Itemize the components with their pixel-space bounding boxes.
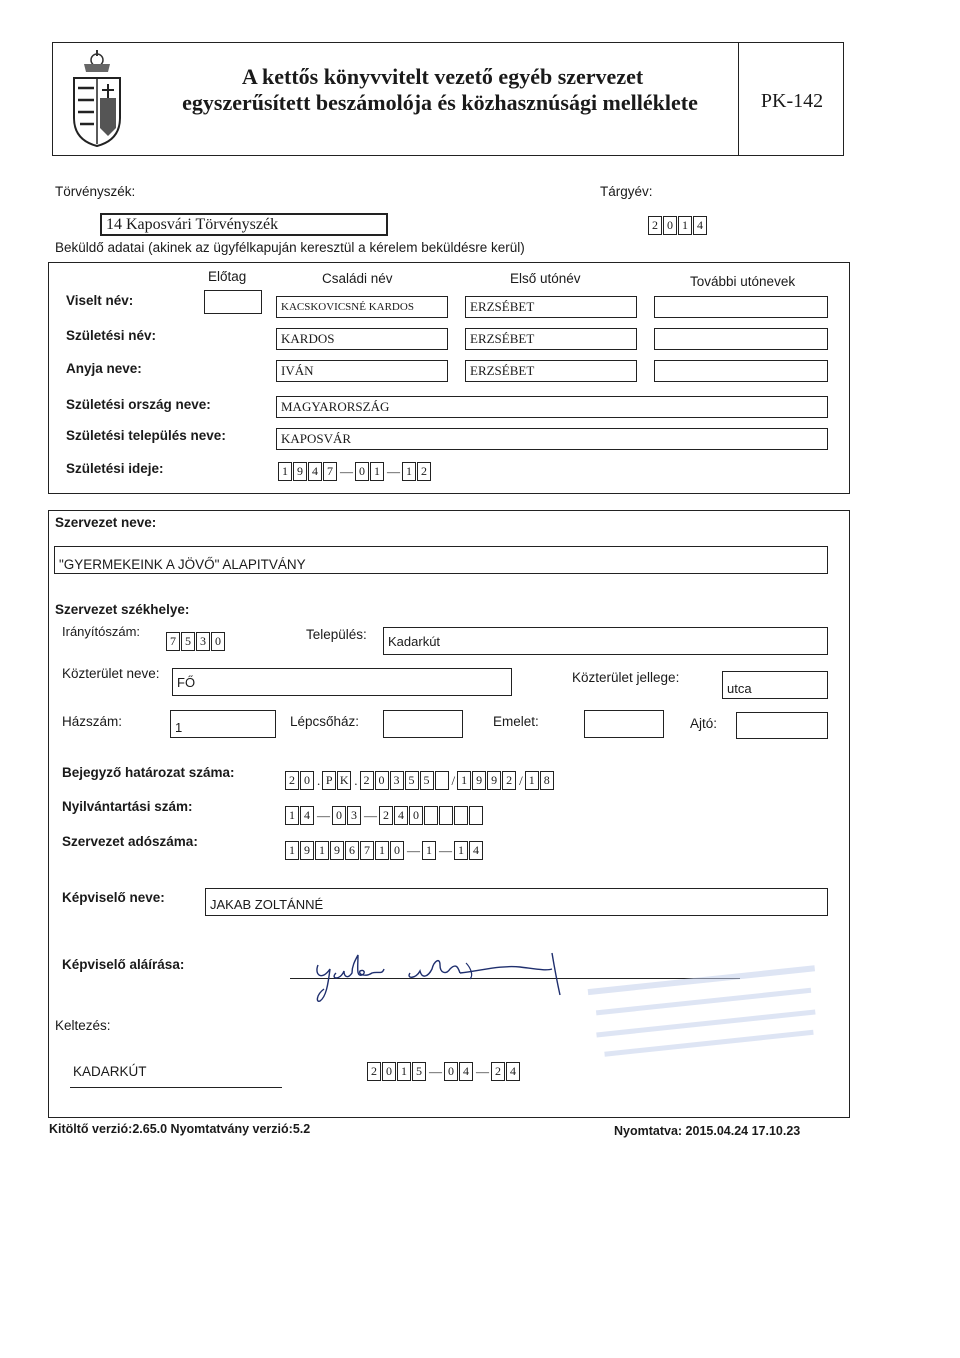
org-seat-label: Szervezet székhelye: xyxy=(55,602,190,617)
form-title-line1: A kettős könyvvitelt vezető egyéb szervezet xyxy=(241,64,644,89)
street-type-label: Közterület jellege: xyxy=(572,670,680,685)
digit-cell: 0 xyxy=(663,216,677,235)
digit-cell: 1 xyxy=(678,216,692,235)
digit-cell: 1 xyxy=(278,462,292,481)
digit-cell: 2 xyxy=(417,462,431,481)
city-label: Település: xyxy=(306,627,367,642)
digit-cell: 0 xyxy=(409,806,423,825)
house-field[interactable]: 1 xyxy=(170,710,276,738)
digit-cell: 2 xyxy=(379,806,393,825)
digit-cell: 2 xyxy=(360,771,374,790)
digit-cell: 1 xyxy=(315,841,329,860)
digit-cell: 7 xyxy=(360,841,374,860)
digit-cell: 2 xyxy=(648,216,662,235)
representative-name-label: Képviselő neve: xyxy=(62,890,165,905)
street-type-field[interactable]: utca xyxy=(722,671,828,699)
slash-separator: / xyxy=(519,772,523,788)
decision-number-label: Bejegyző határozat száma: xyxy=(62,765,235,780)
digit-cell: 9 xyxy=(293,462,307,481)
tax-number-label: Szervezet adószáma: xyxy=(62,834,198,849)
digit-cell: 1 xyxy=(375,841,389,860)
birth-name-label: Születési név: xyxy=(66,328,157,343)
birth-city-label: Születési település neve: xyxy=(66,428,226,443)
form-code: PK-142 xyxy=(760,90,824,112)
date-label: Keltezés: xyxy=(55,1018,111,1033)
organization-stamp xyxy=(585,965,825,1065)
place-value: KADARKÚT xyxy=(73,1064,147,1079)
digit-cell xyxy=(469,806,483,825)
birth-first-field[interactable]: ERZSÉBET xyxy=(465,328,637,350)
handwritten-signature xyxy=(300,945,580,1005)
dash-separator: — xyxy=(364,807,377,823)
birth-family-field[interactable]: KARDOS xyxy=(276,328,448,350)
house-label: Házszám: xyxy=(62,714,123,729)
digit-cell xyxy=(454,806,468,825)
digit-cell: 0 xyxy=(211,632,225,651)
footer-version: Kitöltő verzió:2.65.0 Nyomtatvány verzió:5.2 xyxy=(49,1122,311,1136)
street-field[interactable]: FŐ xyxy=(172,668,512,696)
digit-cell: 0 xyxy=(375,771,389,790)
dot-separator: . xyxy=(354,772,358,788)
mother-name-label: Anyja neve: xyxy=(66,361,142,376)
col-family-header: Családi név xyxy=(322,271,393,286)
floor-field[interactable] xyxy=(584,710,664,738)
digit-cell: 3 xyxy=(347,806,361,825)
birth-city-field[interactable]: KAPOSVÁR xyxy=(276,428,828,450)
registration-number-cells[interactable] xyxy=(285,806,484,825)
stair-field[interactable] xyxy=(383,710,463,738)
digit-cell: 0 xyxy=(390,841,404,860)
birth-more-field[interactable] xyxy=(654,328,828,350)
birth-country-field[interactable]: MAGYARORSZÁG xyxy=(276,396,828,418)
digit-cell: 2 xyxy=(285,771,299,790)
year-cells xyxy=(648,216,708,235)
dot-separator: . xyxy=(317,772,321,788)
digit-cell: 1 xyxy=(454,841,468,860)
birth-country-label: Születési ország neve: xyxy=(66,397,211,412)
digit-cell: P xyxy=(322,771,336,790)
digit-cell: 1 xyxy=(285,841,299,860)
zip-label: Irányítószám: xyxy=(62,624,141,639)
floor-label: Emelet: xyxy=(493,714,539,729)
digit-cell: 1 xyxy=(525,771,539,790)
digit-cell: 0 xyxy=(382,1062,396,1081)
dash-separator: — xyxy=(340,463,353,479)
digit-cell: 9 xyxy=(487,771,501,790)
signature-label: Képviselő aláírása: xyxy=(62,957,185,972)
digit-cell: 0 xyxy=(332,806,346,825)
digit-cell: 4 xyxy=(308,462,322,481)
dash-separator: — xyxy=(387,463,400,479)
digit-cell: K xyxy=(337,771,351,790)
coat-of-arms-icon xyxy=(62,48,132,148)
year-label: Tárgyév: xyxy=(600,184,653,199)
digit-cell: 4 xyxy=(394,806,408,825)
digit-cell xyxy=(435,771,449,790)
door-field[interactable] xyxy=(736,712,828,739)
digit-cell: 7 xyxy=(166,632,180,651)
digit-cell: 0 xyxy=(300,771,314,790)
digit-cell: 2 xyxy=(367,1062,381,1081)
representative-name-field[interactable]: JAKAB ZOLTÁNNÉ xyxy=(205,888,828,916)
zip-cells[interactable] xyxy=(166,632,226,651)
digit-cell: 1 xyxy=(370,462,384,481)
digit-cell xyxy=(439,806,453,825)
form-title-line2: egyszerűsített beszámolója és közhasznúsági melléklete xyxy=(182,90,698,115)
court-label: Törvényszék: xyxy=(55,184,136,199)
place-underline xyxy=(70,1087,282,1088)
sender-heading: Beküldő adatai (akinek az ügyfélkapuján keresztül a kérelem beküldésre kerül) xyxy=(55,240,525,255)
dash-separator: — xyxy=(476,1063,489,1079)
digit-cell: 1 xyxy=(457,771,471,790)
dash-separator: — xyxy=(407,842,420,858)
street-label: Közterület neve: xyxy=(62,666,160,681)
registration-number-label: Nyilvántartási szám: xyxy=(62,799,193,814)
mother-first-field[interactable]: ERZSÉBET xyxy=(465,360,637,382)
stair-label: Lépcsőház: xyxy=(290,714,360,729)
dash-separator: — xyxy=(439,842,452,858)
digit-cell: 5 xyxy=(181,632,195,651)
digit-cell: 3 xyxy=(196,632,210,651)
mother-more-field[interactable] xyxy=(654,360,828,382)
city-field[interactable]: Kadarkút xyxy=(383,627,828,655)
worn-family-field[interactable]: KACSKOVICSNÉ KARDOS xyxy=(276,296,448,318)
digit-cell: 4 xyxy=(469,841,483,860)
digit-cell: 2 xyxy=(491,1062,505,1081)
digit-cell: 1 xyxy=(285,806,299,825)
worn-more-field[interactable] xyxy=(654,296,828,318)
digit-cell: 4 xyxy=(459,1062,473,1081)
digit-cell: 4 xyxy=(300,806,314,825)
digit-cell: 4 xyxy=(693,216,707,235)
worn-name-label: Viselt név: xyxy=(66,293,134,308)
worn-prefix-field[interactable] xyxy=(204,290,262,314)
col-first-header: Első utónév xyxy=(510,271,581,286)
digit-cell: 3 xyxy=(390,771,404,790)
col-more-header: További utónevek xyxy=(690,274,796,289)
digit-cell: 1 xyxy=(402,462,416,481)
digit-cell: 5 xyxy=(420,771,434,790)
digit-cell: 1 xyxy=(422,841,436,860)
digit-cell: 4 xyxy=(506,1062,520,1081)
worn-first-field[interactable]: ERZSÉBET xyxy=(465,296,637,318)
digit-cell: 5 xyxy=(412,1062,426,1081)
court-field[interactable]: 14 Kaposvári Törvényszék xyxy=(100,213,388,236)
door-label: Ajtó: xyxy=(690,716,718,731)
tax-number-cells[interactable] xyxy=(285,841,484,860)
slash-separator: / xyxy=(451,772,456,788)
digit-cell: 6 xyxy=(345,841,359,860)
footer-printed: Nyomtatva: 2015.04.24 17.10.23 xyxy=(614,1124,801,1138)
birth-date-label: Születési ideje: xyxy=(66,461,164,476)
digit-cell: 8 xyxy=(540,771,554,790)
col-prefix-header: Előtag xyxy=(208,269,247,284)
digit-cell: 9 xyxy=(300,841,314,860)
org-name-label: Szervezet neve: xyxy=(55,515,157,530)
digit-cell: 9 xyxy=(330,841,344,860)
decision-number-cells[interactable] xyxy=(285,771,555,790)
birth-date-cells[interactable] xyxy=(278,462,432,481)
org-name-field[interactable]: "GYERMEKEINK A JÖVŐ" ALAPITVÁNY xyxy=(54,546,828,574)
digit-cell: 0 xyxy=(444,1062,458,1081)
digit-cell: 7 xyxy=(323,462,337,481)
date-cells[interactable] xyxy=(367,1062,521,1081)
digit-cell: 9 xyxy=(472,771,486,790)
digit-cell: 2 xyxy=(502,771,516,790)
dash-separator: — xyxy=(429,1063,442,1079)
digit-cell xyxy=(424,806,438,825)
digit-cell: 1 xyxy=(397,1062,411,1081)
digit-cell: 5 xyxy=(405,771,419,790)
mother-family-field[interactable]: IVÁN xyxy=(276,360,448,382)
digit-cell: 0 xyxy=(355,462,369,481)
dash-separator: — xyxy=(317,807,330,823)
